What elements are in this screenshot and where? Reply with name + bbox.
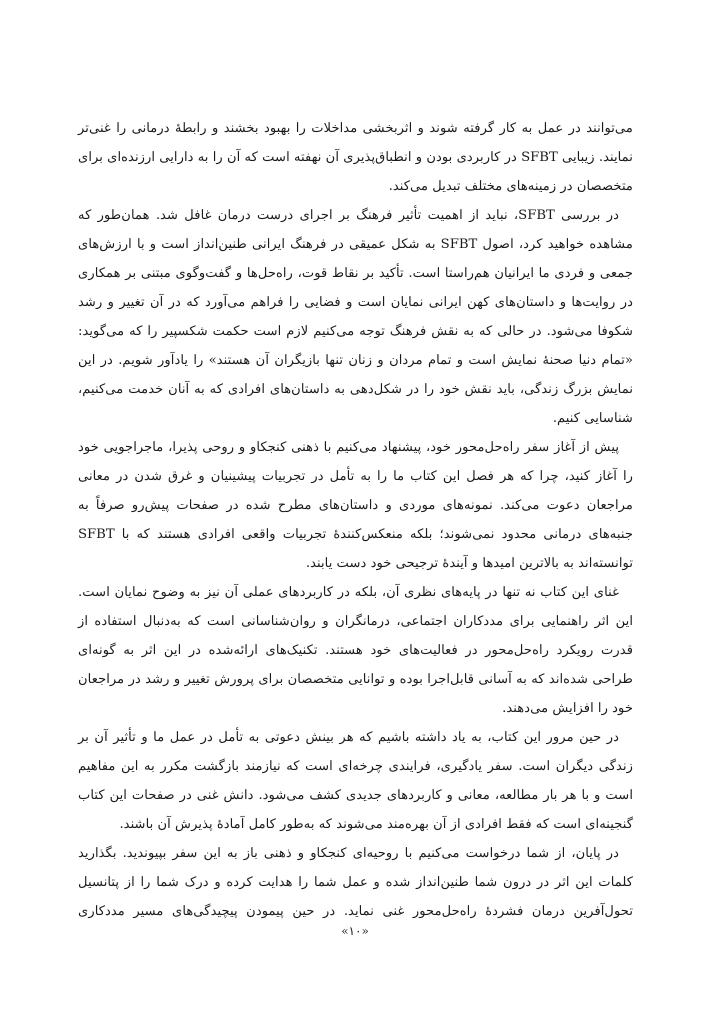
page-number: «۱۰» bbox=[341, 924, 369, 938]
paragraph-4: غنای این کتاب نه تنها در پایه‌های نظری آن، بلکه در کاربردهای عملی آن نیز به وضوح نمایان است. این اثر راهنمایی برای مددکاران اجتماعی، درمانگران و روان‌شناسانی است که به‌دنبال استفاده از قدرت رویکرد راه‌حل‌محور در فعالیت‌های خود هستند. تکنیک‌های ارائه‌شده در این اثر به گونه‌ای طراحی شده‌اند که به آسانی قابل‌اجرا بوده و توانایی متخصصان برای پرورش تغییر و رشد در مراجعان خود را افزایش می‌دهند. bbox=[78, 585, 633, 716]
body-text bbox=[78, 114, 633, 926]
paragraph-6: در پایان، از شما درخواست می‌کنیم با روحیه‌ای کنجکاو و ذهنی باز به این سفر بپیوندید. بگذارید کلمات این اثر در درون شما طنین‌انداز شده و عمل شما را هدایت کرده و درک شما را از پتانسیل تحول‌آفرین درمان فشردهٔ راه‌حل‌محور غنی نماید. در حین پیمودن پیچیدگی‌های مسیر مددکاری bbox=[78, 846, 633, 919]
paragraph-5: در حین مرور این کتاب، به یاد داشته باشیم که هر بینش دعوتی به تأمل در عمل ما و تأثیر آن بر زندگی دیگران است. سفر یادگیری، فرایندی چرخه‌ای است که نیازمند بازگشت مکرر به این مفاهیم است و با هر بار مطالعه، معانی و کاربردهای جدیدی کشف می‌شود. دانش غنی در صفحات این کتاب گنجینه‌ای است که فقط افرادی از آن بهره‌مند می‌شوند که به‌طور کامل آمادهٔ پذیرش آن باشند. bbox=[78, 730, 633, 832]
paragraph-1: می‌توانند در عمل به کار گرفته شوند و اثربخشی مداخلات را بهبود بخشند و رابطهٔ درمانی را غنی‌تر نمایند. زیبایی SFBT در کاربردی بودن و انطباق‌پذیری آن نهفته است که آن را به دارایی ارزنده‌ای برای متخصصان در زمینه‌های مختلف تبدیل می‌کند. bbox=[78, 121, 633, 194]
paragraph-2: در بررسی SFBT، نباید از اهمیت تأثیر فرهنگ بر اجرای درست درمان غافل شد. همان‌طور که مشاهده خواهید کرد، اصول SFBT به شکل عمیقی در فرهنگ ایرانی طنین‌انداز است و با ارزش‌های جمعی و فردی ما ایرانیان هم‌راستا است. تأکید بر نقاط قوت، راه‌حل‌ها و گفت‌وگوی مبتنی بر همکاری در روایت‌ها و داستان‌های کهن ایرانی نمایان است و فضایی را فراهم می‌آورد که در آن تغییر و رشد شکوفا می‌شود. در حالی که به نقش فرهنگ توجه می‌کنیم لازم است حکمت شکسپیر را که می‌گوید: «تمام دنیا صحنهٔ نمایش است و تمام مردان و زنان تنها بازیگران آن هستند» را یادآور شویم. در این نمایش بزرگ زندگی، باید نقش خود را در شکل‌دهی به داستان‌های افرادی که به آنان خدمت می‌کنیم، شناسایی کنیم. bbox=[78, 208, 633, 426]
paragraph-3: پیش از آغاز سفر راه‌حل‌محور خود، پیشنهاد می‌کنیم با ذهنی کنجکاو و روحی پذیرا، ماجراجویی خود را آغاز کنید، چرا که هر فصل این کتاب ما را به تأمل در تجربیات پیشینیان و غرق شدن در معانی مراجعان دعوت می‌کند. نمونه‌های موردی و داستان‌های مطرح شده در صفحات پیش‌رو صرفاً به جنبه‌های درمانی محدود نمی‌شوند؛ بلکه منعکس‌کنندهٔ تجربیات واقعی افرادی هستند که با SFBT توانسته‌اند به بالاترین امیدها و آیندهٔ ترجیحی خود دست یابند. bbox=[78, 440, 633, 571]
